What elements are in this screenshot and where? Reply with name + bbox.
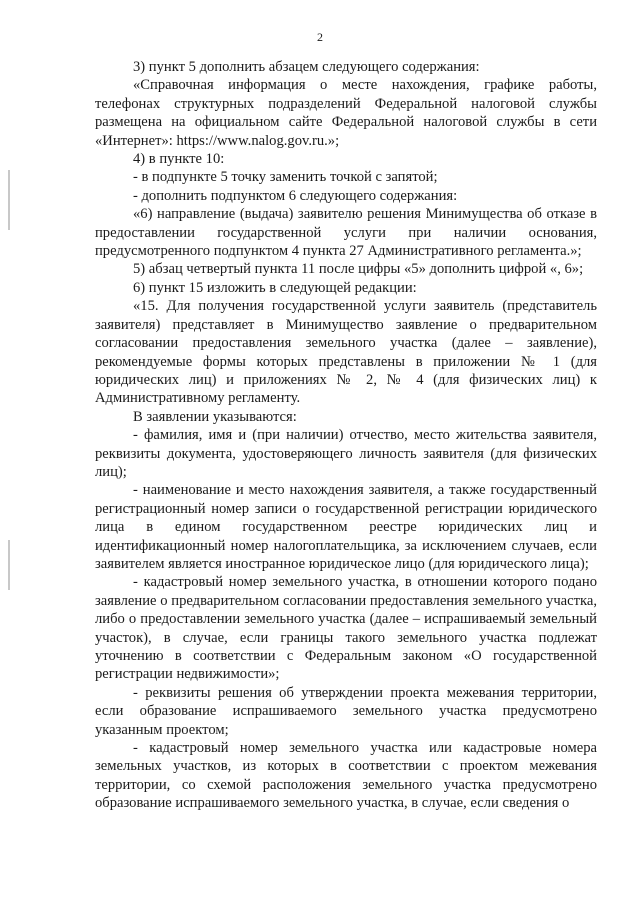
paragraph: - кадастровый номер земельного участка, в отношении которого подано заявление о предварительном согласовании предоставления земельного участка, либо о предоставлении земельного участка (далее – испрашиваемый земельный участок), в случае, если границы такого земельного участка подлежат уточнению в соответствии с Федеральным законом «О государственной регистрации недвижимости»; [95, 574, 597, 683]
paragraph: - реквизиты решения об утверждении проекта межевания территории, если образование испрашиваемого земельного участка предусмотрено указанным проектом; [95, 684, 597, 738]
paragraph: - фамилия, имя и (при наличии) отчество, место жительства заявителя, реквизиты документа, удостоверяющего личность заявителя (для физических лиц); [95, 427, 597, 480]
paragraph: 6) пункт 15 изложить в следующей редакции: [133, 279, 417, 296]
page-number: 2 [317, 30, 323, 44]
paragraph: 5) абзац четвертый пункта 11 после цифры «5» дополнить цифрой «, 6»; [133, 261, 584, 278]
document-body [95, 58, 597, 813]
paragraph: - кадастровый номер земельного участка или кадастровые номера земельных участков, из которых в соответствии с проектом межевания территории, со схемой расположения земельного участка предусмотрено образование испрашиваемого земельного участка, в случае, если сведения о [95, 740, 597, 812]
scan-margin-artifact [8, 540, 10, 590]
paragraph: - наименование и место нахождения заявителя, а также государственный регистрационный номер записи о государственной регистрации юридического лица в едином государственном реестре юридических лиц и идентификационный номер налогоплательщика, за исключением случаев, если заявителем является иностранное юридическое лицо (для юридического лица); [95, 482, 597, 572]
paragraph: - в подпункте 5 точку заменить точкой с запятой; [133, 169, 438, 186]
paragraph: «Справочная информация о месте нахождения, графике работы, телефонах структурных подразделений Федеральной налоговой службы размещена на официальном сайте Федеральной налоговой службы в сети «Интернет»: https://www.nalog.gov.ru.»; [95, 77, 597, 149]
paragraph: 3) пункт 5 дополнить абзацем следующего содержания: [133, 59, 480, 75]
paragraph: 4) в пункте 10: [133, 151, 225, 168]
paragraph: - дополнить подпунктом 6 следующего содержания: [133, 187, 458, 204]
paragraph: «6) направление (выдача) заявителю решения Минимущества об отказе в предоставлении государственной услуги при наличии основания, предусмотренного подпунктом 4 пункта 27 Административного регламента.»; [95, 206, 597, 260]
scan-margin-artifact [8, 170, 10, 230]
paragraph: «15. Для получения государственной услуги заявитель (представитель заявителя) представляет в Минимущество заявление о предварительном согласовании предоставления земельного участка (далее – заявление), рекомендуемые формы которых представлены в приложении № 1 (для юридических лиц) и приложениях № 2, № 4 (для физических лиц) к Административному регламенту. [95, 298, 597, 407]
paragraph: В заявлении указываются: [133, 408, 297, 425]
